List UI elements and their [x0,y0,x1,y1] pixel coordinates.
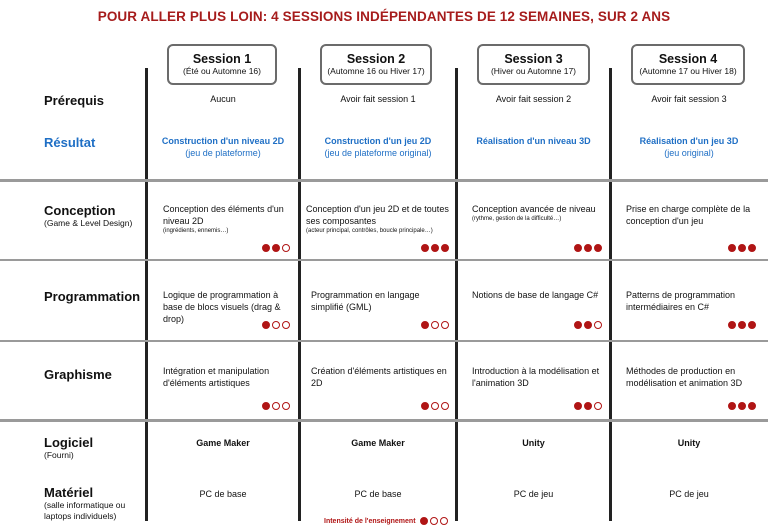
cell-text: Conception avancée de niveau [472,204,596,214]
row-sublabel: (salle informatique ou laptops individuels) [44,500,126,521]
filled-dot-icon [738,321,746,329]
filled-dot-icon [728,321,736,329]
empty-dot-icon [441,321,449,329]
empty-dot-icon [282,402,290,410]
logiciel-cell: Unity [522,438,545,448]
programmation-cell: Programmation en langage simplifié (GML) [311,290,420,312]
row-label-text: Logiciel [44,435,94,450]
page-title: POUR ALLER PLUS LOIN: 4 SESSIONS INDÉPENDANTES DE 12 SEMAINES, SUR 2 ANS [97,9,671,24]
prerequis-cell: Avoir fait session 2 [495,94,572,104]
column-divider [145,68,148,521]
filled-dot-icon [431,244,439,252]
filled-dot-icon [420,517,428,525]
filled-dot-icon [262,402,270,410]
empty-dot-icon [282,244,290,252]
cell-note: (ingrédients, ennemis…) [163,228,229,234]
intensity-dots [574,321,602,329]
intensity-dots [421,402,449,410]
empty-dot-icon [431,321,439,329]
resultat-title: Réalisation d'un jeu 3D [639,136,739,146]
conception-cell [163,203,291,235]
conception-cell [306,203,454,235]
intensity-dots [420,517,448,525]
filled-dot-icon [272,244,280,252]
session-name: Session 3 [504,52,563,66]
session-3-header [477,44,590,85]
row-label-logiciel [44,435,93,461]
programmation-cell: Logique de programmation à base de blocs visuels (drag & drop) [163,290,281,324]
filled-dot-icon [748,402,756,410]
empty-dot-icon [440,517,448,525]
row-sublabel: (Game & Level Design) [44,218,133,228]
empty-dot-icon [430,517,438,525]
filled-dot-icon [441,244,449,252]
row-label-materiel [44,485,144,522]
programmation-cell: Notions de base de langage C# [472,290,599,300]
filled-dot-icon [262,244,270,252]
filled-dot-icon [584,321,592,329]
materiel-cell: PC de jeu [513,489,554,499]
materiel-cell: PC de jeu [669,489,709,499]
filled-dot-icon [262,321,270,329]
cell-text: Conception des éléments d'un niveau 2D [163,204,284,226]
session-period: (Été ou Automne 16) [183,66,261,76]
filled-dot-icon [738,244,746,252]
prerequis-cell: Avoir fait session 3 [651,94,727,104]
row-divider [0,259,768,261]
row-divider [0,340,768,342]
resultat-title: Construction d'un jeu 2D [324,136,432,146]
row-label-graphisme: Graphisme [44,367,112,382]
row-divider [0,419,768,422]
cell-note: (acteur principal, contrôles, boucle principale…) [306,228,433,234]
session-2-header [320,44,432,85]
resultat-sub: (jeu de plateforme) [185,148,261,158]
empty-dot-icon [272,402,280,410]
filled-dot-icon [584,402,592,410]
resultat-sub: (jeu de plateforme original) [324,148,432,158]
graphisme-cell: Création d'éléments artistiques en 2D [311,366,447,388]
row-label-conception [44,203,132,229]
filled-dot-icon [574,402,582,410]
filled-dot-icon [594,244,602,252]
cell-text: Prise en charge complète de la conception d'un jeu [626,204,751,226]
row-label-text: Conception [44,203,116,218]
programmation-cell: Patterns de programmation intermédiaires en C# [626,290,736,312]
session-name: Session 1 [192,52,252,66]
intensity-dots [262,321,290,329]
row-label-prerequis: Prérequis [44,93,104,108]
intensity-dots [728,402,756,410]
intensity-dots [262,402,290,410]
resultat-title: Réalisation d'un niveau 3D [476,136,591,146]
intensity-dots [262,244,290,252]
materiel-cell: PC de base [354,489,402,499]
intensity-dots [421,321,449,329]
logiciel-cell: Game Maker [351,438,405,448]
materiel-cell: PC de base [199,489,247,499]
resultat-sub: (jeu original) [664,148,714,158]
graphisme-cell: Introduction à la modélisation et l'animation 3D [472,366,600,388]
prerequis-cell: Aucun [210,94,236,104]
prerequis-cell: Avoir fait session 1 [340,94,416,104]
filled-dot-icon [421,402,429,410]
intensity-dots [574,402,602,410]
column-divider [609,68,612,521]
graphisme-cell: Méthodes de production en modélisation et animation 3D [626,366,743,388]
resultat-cell [150,135,296,159]
intensity-dots [574,244,602,252]
row-divider [0,179,768,182]
filled-dot-icon [584,244,592,252]
session-name: Session 4 [658,52,718,66]
cell-note: (rythme, gestion de la difficulté…) [472,216,562,222]
column-divider [298,68,301,521]
row-sublabel: (Fourni) [44,450,74,460]
filled-dot-icon [748,244,756,252]
filled-dot-icon [748,321,756,329]
intensity-dots [728,244,756,252]
empty-dot-icon [441,402,449,410]
resultat-cell [303,135,453,159]
row-label-resultat: Résultat [44,135,96,150]
filled-dot-icon [421,244,429,252]
conception-cell [472,203,606,223]
conception-cell [626,203,762,227]
cell-text: Conception d'un jeu 2D et de toutes ses composantes [306,204,449,226]
resultat-title: Construction d'un niveau 2D [161,136,285,146]
filled-dot-icon [421,321,429,329]
intensity-legend [324,517,448,525]
empty-dot-icon [272,321,280,329]
logiciel-cell: Unity [677,438,701,448]
empty-dot-icon [282,321,290,329]
column-divider [455,68,458,521]
session-period: (Automne 16 ou Hiver 17) [327,66,425,76]
session-4-header [631,44,745,85]
resultat-cell [460,135,607,147]
intensity-dots [728,321,756,329]
filled-dot-icon [574,321,582,329]
session-period: (Automne 17 ou Hiver 18) [639,66,737,76]
resultat-cell [614,135,764,159]
row-label-programmation: Programmation [44,289,141,304]
graphisme-cell: Intégration et manipulation d'éléments artistiques [163,366,270,388]
logiciel-cell: Game Maker [196,438,250,448]
filled-dot-icon [738,402,746,410]
legend-label: Intensité de l'enseignement [324,517,416,525]
intensity-dots [421,244,449,252]
session-name: Session 2 [346,52,406,66]
filled-dot-icon [574,244,582,252]
row-label-text: Matériel [44,485,94,500]
session-period: (Hiver ou Automne 17) [490,66,577,76]
filled-dot-icon [728,402,736,410]
session-1-header [167,44,277,85]
empty-dot-icon [594,321,602,329]
filled-dot-icon [728,244,736,252]
empty-dot-icon [431,402,439,410]
empty-dot-icon [594,402,602,410]
